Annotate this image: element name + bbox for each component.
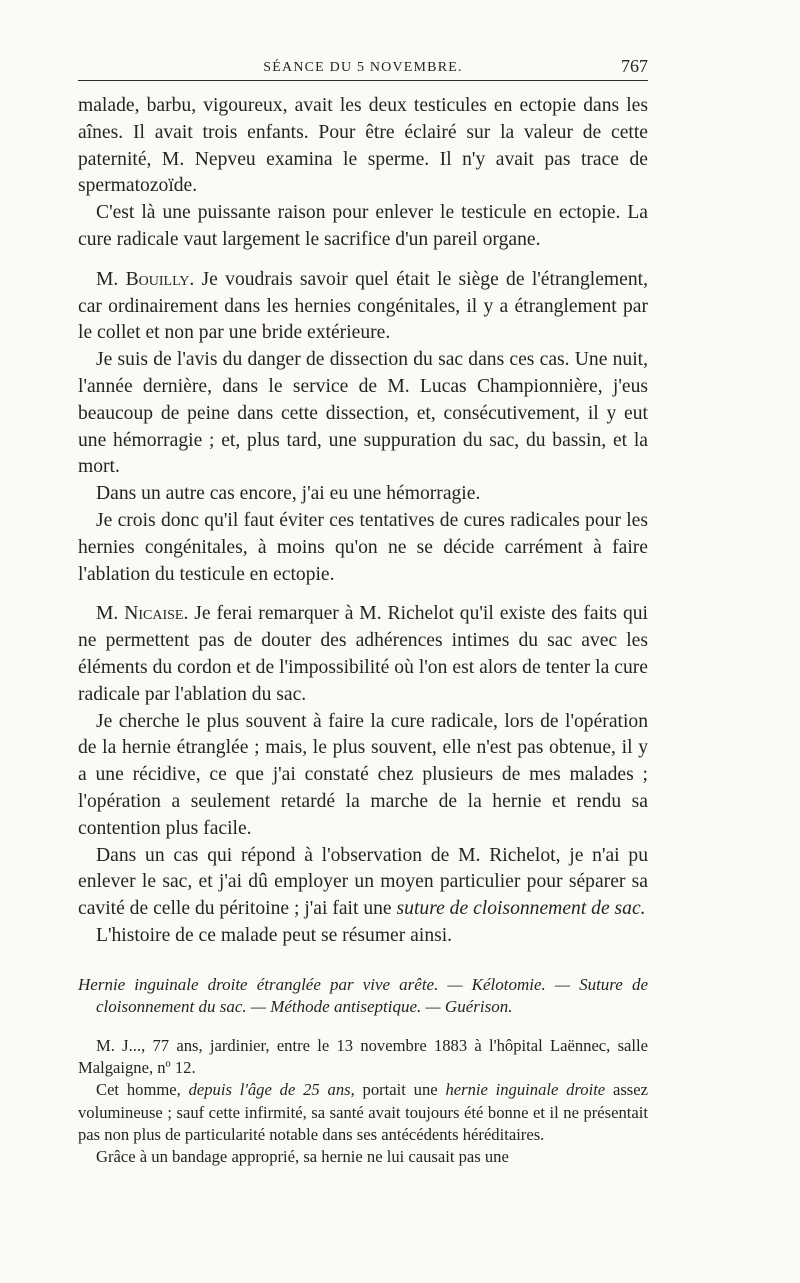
paragraph: Je crois donc qu'il faut éviter ces tentatives de cures radicales pour les hernies congénitales, à moins qu'on ne se décide carrément à faire l'ablation du testicule en ectopie. (78, 509, 648, 585)
page-number: 767 (621, 56, 648, 76)
case-text: portait une (354, 1080, 446, 1100)
paragraph-text: Je voudrais savoir quel était le siège de l'étranglement, car ordinairement dans les hernies congénitales, il y a étranglement par le collet et non par une bride extérieure. (78, 268, 648, 344)
paragraph: Je suis de l'avis du danger de dissection du sac dans ces cas. Une nuit, l'année dernière, dans le service de M. Lucas Championnière, j'eus beaucoup de peine dans cette dissection, et, consécutivement, il y eut une hémorragie ; et, plus tard, une suppuration du sac, du bassin, et la mort. (78, 349, 648, 478)
case-paragraph: M. J..., 77 ans, jardinier, entre le 13 novembre 1883 à l'hôpital Laënnec, salle Malgaigne, nº 12. (78, 1035, 648, 1077)
paragraph: malade, barbu, vigoureux, avait les deux testicules en ectopie dans les aînes. Il avait trois enfants. Pour être éclairé sur la valeur de cette paternité, M. Nepveu examina le sperme. Il n'y avait pas trace de spermatozoïde. (78, 95, 648, 197)
page-body (78, 93, 648, 1168)
italic-text: hernie inguinale droite (445, 1080, 606, 1100)
paragraph: Dans un autre cas encore, j'ai eu une hémorragie. (96, 483, 481, 505)
paragraph: C'est là une puissante raison pour enlever le testicule en ectopie. La cure radicale vaut largement le sacrifice d'un pareil organe. (78, 202, 648, 250)
case-paragraph (78, 1079, 648, 1146)
case-text: assez volumineuse ; sauf cette infirmité, sa santé avait toujours été bonne et il ne présentait pas non plus de particularité notable dans ses antécédents héréditaires. (78, 1080, 648, 1144)
paragraph-bouilly (78, 267, 648, 347)
paragraph-text: Dans un cas qui répond à l'observation de M. Richelot, je n'ai pu enlever le sac, et j'ai dû employer un moyen particulier pour séparer sa cavité de celle du péritoine ; j'ai fait une (78, 844, 648, 920)
italic-text: suture de cloisonnement de sac. (396, 898, 646, 920)
paragraph (78, 843, 648, 923)
book-page (78, 52, 648, 1168)
paragraph: Je cherche le plus souvent à faire la cure radicale, lors de l'opération de la hernie étranglée ; mais, le plus souvent, elle n'est pas obtenue, il y a une récidive, ce que j'ai constaté chez plusieurs de mes malades ; l'opération a seulement retardé la marche de la hernie et rendu sa contention plus facile. (78, 710, 648, 839)
paragraph: L'histoire de ce malade peut se résumer ainsi. (96, 924, 453, 946)
speaker-name: M. Nicaise. (96, 603, 189, 625)
case-text: Cet homme, (96, 1080, 189, 1100)
paragraph-text: Je ferai remarquer à M. Richelot qu'il existe des faits qui ne permettent pas de douter des adhérences intimes du sac avec les éléments du cordon et de l'impossibilité où l'on est alors de tenter la cure radicale par l'ablation du sac. (78, 603, 648, 705)
running-head: SÉANCE DU 5 NOVEMBRE. (263, 60, 463, 75)
speaker-name: M. Bouilly. (96, 268, 195, 290)
italic-text: depuis l'âge de 25 ans, (188, 1080, 355, 1100)
paragraph-nicaise (78, 601, 648, 708)
case-title: Hernie inguinale droite étranglée par vive arête. — Kélotomie. — Suture de cloisonnement du sac. — Méthode antiseptique. — Guérison. (78, 974, 648, 1017)
page-header (78, 52, 648, 81)
case-paragraph: Grâce à un bandage approprié, sa hernie ne lui causait pas une (96, 1147, 509, 1167)
